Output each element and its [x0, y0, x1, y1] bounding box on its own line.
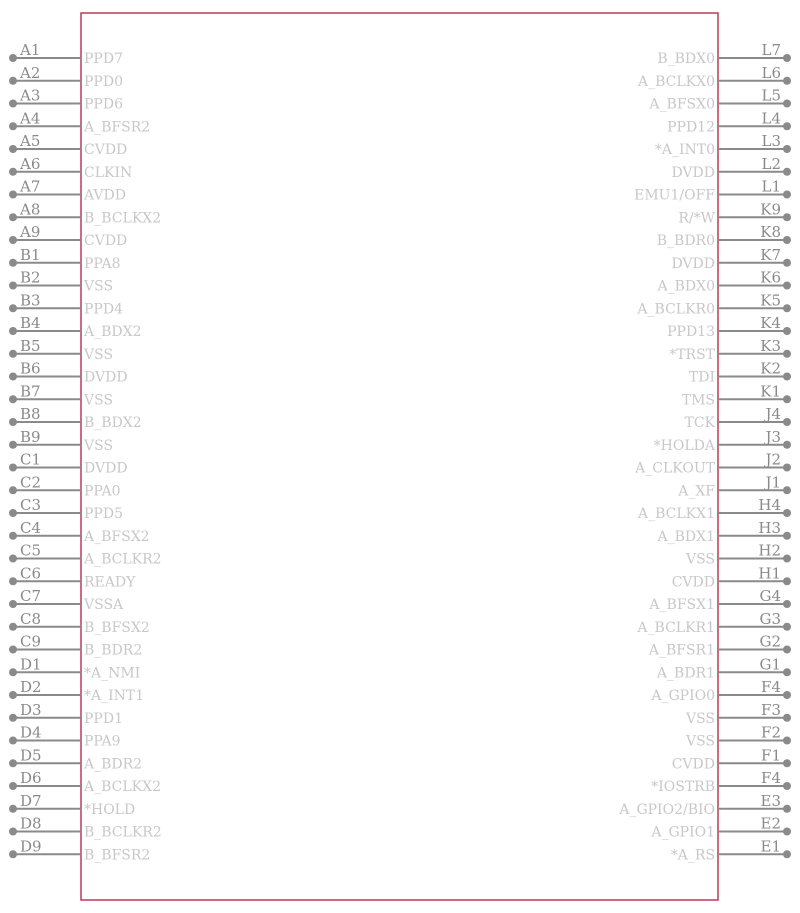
pin-number: K6	[760, 268, 781, 287]
pin-name: A_XF	[678, 483, 715, 500]
pin-number: H3	[758, 518, 781, 537]
pin-name: A_BDX1	[657, 528, 715, 545]
pin-name: A_BDR2	[84, 756, 143, 773]
pin-number: J2	[765, 450, 781, 469]
pin-number: L2	[761, 154, 781, 173]
pin-number: K9	[760, 200, 781, 219]
pin-name: B_BFSX2	[84, 619, 150, 636]
pin-number: G2	[759, 632, 781, 651]
pin-dot	[9, 805, 17, 813]
pin-number: F1	[761, 746, 781, 765]
pin-name: A_GPIO2/BIO	[619, 801, 715, 818]
pin-number: B2	[20, 268, 41, 287]
pin-number: J1	[765, 473, 781, 492]
pin-dot	[783, 191, 791, 199]
pin-dot	[9, 782, 17, 790]
pin-number: H2	[758, 541, 781, 560]
pin-name: PPD7	[84, 51, 123, 67]
pin-dot	[783, 350, 791, 358]
pin-number: E1	[760, 837, 781, 856]
pin-name: *A_INT1	[84, 688, 145, 704]
pin-name: VSS	[685, 733, 715, 750]
pin-dot	[783, 737, 791, 745]
pin-dot	[783, 304, 791, 312]
pin-name: A_BDX2	[84, 324, 142, 340]
pin-dot	[9, 828, 17, 836]
pin-number: D1	[20, 655, 42, 674]
pin-dot	[783, 691, 791, 699]
pin-number: J3	[765, 427, 781, 446]
pin-number: K7	[760, 245, 781, 264]
pin-number: G4	[759, 587, 781, 605]
pin-dot	[783, 532, 791, 540]
pin-dot	[9, 623, 17, 631]
pin-name: *IOSTRB	[651, 779, 715, 795]
pin-number: C1	[20, 450, 42, 469]
pin-name: EMU1/OFF	[634, 187, 715, 204]
pin-dot	[9, 145, 17, 153]
pin-number: H4	[758, 496, 781, 514]
pin-number: L1	[761, 177, 781, 196]
pin-dot	[9, 577, 17, 585]
pin-number: K2	[760, 359, 781, 378]
pin-number: D4	[20, 723, 42, 742]
pin-number: G1	[759, 655, 781, 674]
pin-dot	[783, 122, 791, 130]
pin-dot	[783, 236, 791, 244]
pin-number: B9	[20, 427, 41, 446]
pin-number: C3	[20, 496, 42, 514]
pin-number: B8	[20, 405, 41, 423]
pin-number: E2	[760, 814, 781, 833]
pin-dot	[783, 168, 791, 176]
pin-dot	[9, 464, 17, 472]
pin-number: L4	[761, 109, 781, 128]
pin-name: DVDD	[84, 460, 128, 477]
pin-name: CLKIN	[84, 164, 133, 181]
pin-name: PPD6	[84, 96, 123, 113]
pin-name: A_BDR1	[656, 665, 715, 682]
pin-name: PPD1	[84, 710, 123, 727]
pin-name: *A_NMI	[84, 665, 141, 682]
pin-dot	[9, 418, 17, 426]
pin-dot	[9, 691, 17, 699]
pin-name: VSS	[84, 392, 114, 409]
pin-dot	[9, 759, 17, 767]
pin-number: K5	[760, 291, 781, 310]
pin-name: CVDD	[84, 233, 128, 249]
pin-number: D7	[20, 791, 42, 810]
pin-dot	[9, 555, 17, 563]
pin-name: B_BCLKR2	[84, 824, 162, 841]
pin-dot	[9, 395, 17, 403]
pin-name: TCK	[684, 415, 715, 431]
pin-number: B7	[20, 382, 41, 401]
pin-name: PPD13	[667, 324, 715, 340]
pin-dot	[783, 282, 791, 290]
pin-name: A_BFSR1	[648, 642, 715, 659]
pin-dot	[783, 395, 791, 403]
pin-dot	[9, 54, 17, 62]
pin-name: A_BCLKX1	[638, 506, 715, 522]
pin-dot	[783, 577, 791, 585]
pin-dot	[783, 259, 791, 267]
pin-number: H1	[758, 564, 781, 583]
pin-name: A_BFSR2	[84, 119, 151, 136]
pin-name: R/*W	[678, 210, 715, 227]
pin-name: *HOLDA	[653, 437, 715, 454]
pin-dot	[783, 464, 791, 472]
pin-number: E3	[760, 791, 781, 810]
pin-number: G3	[759, 609, 781, 628]
pin-name: B_BCLKX2	[84, 210, 162, 227]
pin-dot	[9, 282, 17, 290]
pin-number: A5	[20, 132, 41, 150]
pin-number: K8	[760, 223, 781, 241]
pin-dot	[9, 486, 17, 494]
pin-number: F4	[761, 678, 781, 696]
pin-name: PPA9	[84, 733, 121, 750]
pin-number: B1	[20, 245, 41, 264]
pin-number: L5	[761, 86, 781, 105]
pin-number: C2	[20, 473, 42, 492]
pin-number: F4	[761, 769, 781, 787]
pin-dot	[9, 600, 17, 608]
pin-number: B5	[20, 336, 41, 355]
pin-number: C9	[20, 632, 42, 651]
pin-name: PPD4	[84, 301, 123, 318]
pin-name: A_BFSX0	[649, 96, 715, 113]
pin-name: DVDD	[84, 369, 128, 386]
pin-dot	[783, 145, 791, 153]
pin-dot	[9, 373, 17, 381]
pin-name: CVDD	[671, 756, 715, 773]
pin-name: *TRST	[669, 346, 715, 363]
pin-number: L6	[761, 63, 781, 82]
pin-number: A6	[20, 154, 41, 173]
pin-name: VSS	[84, 278, 114, 295]
pin-dot	[9, 327, 17, 335]
pin-name: A_BFSX1	[649, 597, 715, 613]
pin-dot	[783, 54, 791, 62]
pin-dot	[783, 441, 791, 449]
pin-number: A4	[20, 109, 41, 128]
pin-name: A_BCLKX0	[638, 73, 715, 90]
pin-dot	[783, 327, 791, 335]
pin-dot	[783, 850, 791, 858]
pin-number: K4	[760, 314, 781, 332]
pin-dot	[783, 509, 791, 517]
pin-name: A_GPIO1	[651, 824, 715, 841]
pin-right-35	[671, 837, 791, 863]
pin-name: VSS	[84, 437, 114, 454]
pin-name: *A_RS	[670, 847, 715, 864]
pin-dot	[9, 737, 17, 745]
pin-number: A7	[20, 177, 41, 196]
pin-name: TMS	[681, 392, 715, 409]
pin-name: PPA0	[84, 483, 121, 500]
pin-number: B6	[20, 359, 41, 378]
pin-number: D2	[20, 678, 42, 696]
pin-name: B_BDR2	[84, 642, 143, 659]
pin-number: A3	[20, 86, 41, 105]
pin-name: *A_INT0	[654, 142, 715, 158]
pin-dot	[783, 100, 791, 108]
pin-name: B_BFSR2	[84, 847, 151, 864]
pin-number: K3	[760, 336, 781, 355]
pin-dot	[783, 623, 791, 631]
pin-dot	[783, 373, 791, 381]
pin-name: B_BDX2	[84, 415, 142, 431]
pin-number: C6	[20, 564, 42, 583]
pin-dot	[783, 600, 791, 608]
pin-number: B4	[20, 314, 41, 332]
pin-number: A1	[20, 41, 41, 59]
pin-name: DVDD	[671, 255, 715, 272]
pin-dot	[783, 759, 791, 767]
ic-body-outline	[81, 13, 718, 900]
pin-dot	[9, 714, 17, 722]
pin-dot	[783, 668, 791, 676]
pin-name: A_BCLKR0	[637, 301, 715, 318]
pin-number: C8	[20, 609, 42, 628]
pin-dot	[9, 100, 17, 108]
pin-name: VSS	[84, 346, 114, 363]
pin-dot	[9, 168, 17, 176]
pin-name: PPD0	[84, 73, 123, 90]
left-pin-group	[9, 41, 162, 863]
pin-dot	[9, 850, 17, 858]
pin-name: VSS	[685, 710, 715, 727]
pin-name: VSSA	[84, 597, 124, 613]
pin-name: DVDD	[671, 164, 715, 181]
pin-dot	[9, 122, 17, 130]
pin-number: D8	[20, 814, 42, 833]
pin-dot	[783, 555, 791, 563]
pin-name: AVDD	[84, 187, 126, 204]
pin-number: A2	[20, 63, 41, 82]
pin-name: PPD12	[667, 119, 715, 136]
pin-dot	[9, 304, 17, 312]
pin-number: D3	[20, 700, 42, 719]
pin-dot	[783, 77, 791, 85]
pin-dot	[9, 77, 17, 85]
pin-name: A_BDX0	[657, 278, 715, 295]
pin-name: TDI	[688, 369, 715, 386]
pin-number: D9	[20, 837, 42, 856]
pin-name: READY	[84, 574, 136, 591]
pin-dot	[783, 486, 791, 494]
pin-dot	[783, 828, 791, 836]
pin-number: D5	[20, 746, 42, 765]
pin-name: A_GPIO0	[651, 688, 715, 704]
pin-dot	[9, 509, 17, 517]
pin-name: PPD5	[84, 506, 123, 522]
pin-dot	[9, 532, 17, 540]
pin-name: B_BDX0	[657, 51, 715, 67]
pin-name: B_BDR0	[656, 233, 715, 249]
pin-dot	[783, 213, 791, 221]
pin-name: VSS	[685, 551, 715, 568]
pin-number: A9	[20, 223, 41, 241]
pin-number: K1	[760, 382, 781, 401]
pin-name: A_BFSX2	[84, 528, 150, 545]
pin-dot	[783, 646, 791, 654]
pin-dot	[9, 191, 17, 199]
pin-name: A_BCLKX2	[84, 779, 161, 795]
pin-name: CVDD	[84, 142, 128, 158]
pin-number: F3	[761, 700, 781, 719]
pin-number: B3	[20, 291, 41, 310]
pin-dot	[9, 668, 17, 676]
pin-dot	[9, 646, 17, 654]
pin-name: A_BCLKR2	[84, 551, 162, 568]
pin-number: A8	[20, 200, 41, 219]
pin-dot	[783, 805, 791, 813]
pin-left-35	[9, 837, 150, 863]
pin-name: CVDD	[671, 574, 715, 591]
pin-dot	[9, 259, 17, 267]
pin-dot	[9, 441, 17, 449]
pin-number: C4	[20, 518, 42, 537]
pin-dot	[783, 418, 791, 426]
pin-dot	[783, 714, 791, 722]
pin-number: L3	[761, 132, 781, 150]
pin-number: J4	[765, 405, 781, 423]
pin-dot	[9, 236, 17, 244]
pin-dot	[9, 350, 17, 358]
pin-number: F2	[761, 723, 781, 742]
pin-number: C7	[20, 587, 42, 605]
pin-name: PPA8	[84, 255, 121, 272]
pin-dot	[9, 213, 17, 221]
pin-name: *HOLD	[84, 801, 136, 818]
pin-dot	[783, 782, 791, 790]
pin-number: D6	[20, 769, 42, 787]
pin-number: C5	[20, 541, 42, 560]
pin-name: A_CLKOUT	[635, 460, 715, 477]
pin-name: A_BCLKR1	[637, 619, 715, 636]
pin-number: L7	[761, 41, 781, 59]
right-pin-group	[618, 41, 791, 863]
